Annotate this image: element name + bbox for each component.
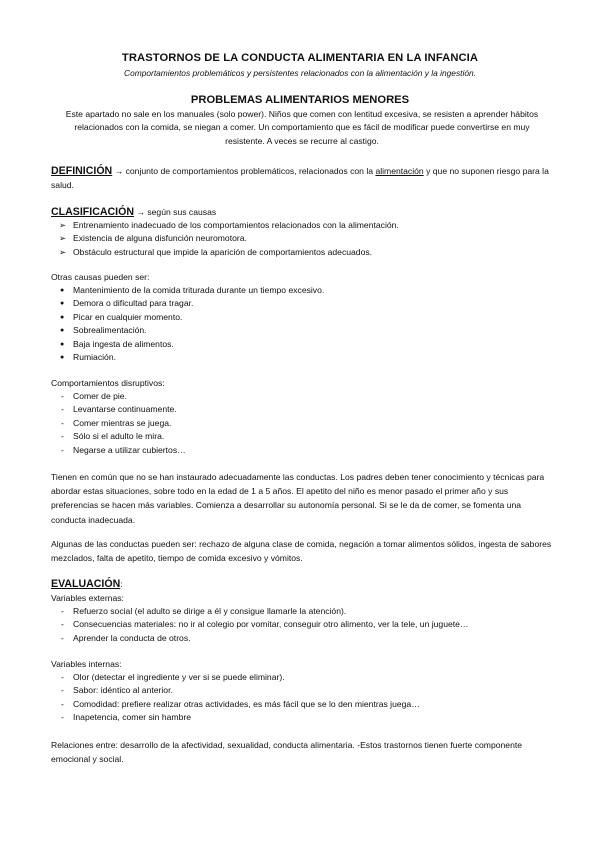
list-item: - Aprender la conducta de otros. (61, 632, 191, 643)
internal-variables-label: Variables internas: (51, 659, 122, 669)
list-item: - Inapetencia, comer sin hambre (61, 712, 191, 723)
other-causes-list (51, 284, 551, 364)
section-heading-problemas: PROBLEMAS ALIMENTARIOS MENORES (190, 94, 410, 106)
list-item: - Negarse a utilizar cubiertos… (61, 444, 186, 455)
document-title: TRASTORNOS DE LA CONDUCTA ALIMENTARIA EN LA INFANCIA (121, 52, 479, 64)
definition-label: DEFINICIÓN (51, 165, 113, 177)
intro-paragraph: Este apartado no sale en los manuales (solo power). Niños que comen con lentitud excesiva, se resisten a aprender hábitos relacionados con la comida, se niegan a comer. Un comportamiento que es fácil de modificar puede convertirse en muy resistente. A veces se recurre al castigo. (65, 109, 539, 146)
list-item: ● Sobrealimentación. (60, 325, 147, 336)
evaluation-heading: EVALUACIÓN: (51, 578, 123, 590)
list-item: ● Demora o dificultad para tragar. (60, 298, 194, 309)
disruptive-list (51, 390, 551, 457)
definition-paragraph (51, 164, 551, 192)
external-variables-label: Variables externas: (51, 593, 124, 603)
list-item: - Comer mientras se juega. (61, 417, 172, 428)
list-item: - Comer de pie. (61, 391, 127, 401)
list-item: ➢ Obstáculo estructural que impide la aparición de comportamientos adecuados. (59, 246, 373, 257)
list-item: ● Picar en cualquier momento. (60, 311, 183, 322)
classification-heading (51, 205, 551, 219)
definition-underlined-word: alimentación (375, 166, 424, 176)
definition-text-after: y que no suponen riesgo para la salud. (51, 166, 549, 191)
list-item: - Sólo si el adulto le mira. (61, 431, 165, 442)
classification-label: CLASIFICACIÓN (51, 206, 134, 218)
evaluation-label: EVALUACIÓN (51, 578, 121, 590)
list-item: - Refuerzo social (el adulto se dirige a él y consigue llamarle la atención). (61, 606, 347, 616)
list-item: - Consecuencias materiales: no ir al colegio por vomitar, conseguir otro alimento, ver la tele, un juguete… (61, 619, 469, 630)
classification-list (51, 219, 551, 259)
list-item: ● Baja ingesta de alimentos. (60, 338, 174, 349)
behaviors-paragraph: Algunas de las conductas pueden ser: rechazo de alguna clase de comida, negación a tomar alimentos sólidos, ingesta de sabores mezclados, falta de apetito, tiempo de comida excesivo y vómitos. (51, 539, 552, 564)
list-item: - Comodidad: prefiere realizar otras actividades, es más fácil que se lo den mientras juega… (61, 698, 420, 709)
list-item: ● Mantenimiento de la comida triturada durante un tiempo excesivo. (60, 285, 325, 295)
list-item: ● Rumiación. (60, 351, 116, 362)
list-item: - Olor (detectar el ingrediente y ver si se puede eliminar). (61, 672, 285, 682)
definition-arrow: → (114, 166, 124, 176)
definition-text-before: conjunto de comportamientos problemáticos, relacionados con la (125, 166, 374, 176)
internal-variables-list (51, 671, 551, 725)
list-item: ➢ Existencia de alguna disfunción neuromotora. (59, 233, 247, 244)
disruptive-label: Comportamientos disruptivos: (51, 378, 165, 388)
common-traits-paragraph: Tienen en común que no se han instaurado adecuadamente las conductas. Los padres deben tener conocimiento y técnicas para abordar estas situaciones, sobre todo en la edad de 1 a 5 años. El apetito del niño es menor pasado el primer año y sus preferencias se hacen más variables. Comienza a desarrollar su autonomía personal. Si se le da de comer, se fomenta una conducta inadecuada. (51, 472, 545, 525)
other-causes-label: Otras causas pueden ser: (51, 272, 150, 282)
list-item: ➢ Entrenamiento inadecuado de los comportamientos relacionados con la alimentación. (59, 220, 399, 230)
classification-suffix: → según sus causas (136, 207, 217, 217)
relations-paragraph: Relaciones entre: desarrollo de la afectividad, sexualidad, conducta alimentaria. -Estos trastornos tienen fuerte componente emocional y social. (51, 740, 523, 765)
list-item: - Sabor: idéntico al anterior. (61, 685, 173, 696)
document-subtitle: Comportamientos problemáticos y persistentes relacionados con la alimentación y la ingestión. (124, 68, 476, 78)
list-item: - Levantarse continuamente. (61, 404, 177, 415)
external-variables-list (51, 605, 551, 645)
